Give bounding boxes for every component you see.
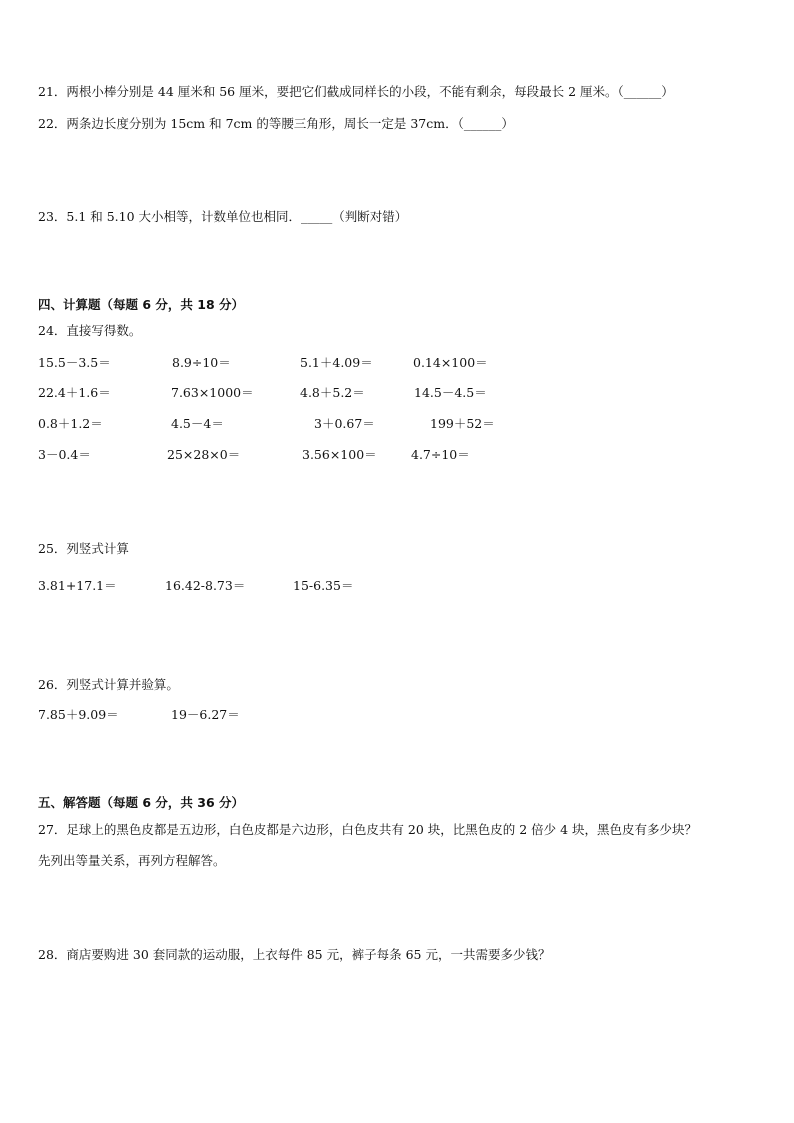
section-4-heading: 四、计算题（每题 6 分，共 18 分） [38, 297, 245, 312]
calc-item: 16.42-8.73＝ [165, 578, 246, 593]
calc-item: 15-6.35＝ [293, 578, 354, 593]
calc-item: 3＋0.67＝ [314, 416, 375, 431]
calc-item: 19－6.27＝ [171, 707, 240, 722]
calc-item: 22.4＋1.6＝ [38, 385, 111, 400]
question-22: 22．两条边长度分别为 15cm 和 7cm 的等腰三角形，周长一定是 37cm．（______） [38, 116, 514, 131]
question-26-title: 26．列竖式计算并验算。 [38, 677, 179, 692]
question-28: 28．商店要购进 30 套同款的运动服，上衣每件 85 元，裤子每条 65 元，一共需要多少钱？ [38, 947, 551, 962]
calc-item: 3.56×100＝ [302, 447, 377, 462]
calc-item: 3－0.4＝ [38, 447, 91, 462]
calc-item: 7.63×1000＝ [171, 385, 254, 400]
calc-item: 4.5－4＝ [171, 416, 224, 431]
calc-item: 8.9÷10＝ [172, 355, 231, 370]
calc-item: 15.5－3.5＝ [38, 355, 111, 370]
section-5-heading: 五、解答题（每题 6 分，共 36 分） [38, 795, 245, 810]
question-24-title: 24．直接写得数。 [38, 323, 142, 338]
calc-item: 14.5－4.5＝ [414, 385, 487, 400]
calc-item: 0.14×100＝ [413, 355, 488, 370]
calc-item: 199＋52＝ [430, 416, 495, 431]
calc-item: 5.1＋4.09＝ [300, 355, 373, 370]
question-27-line-1: 27．足球上的黑色皮都是五边形，白色皮都是六边形，白色皮共有 20 块，比黑色皮的 2 倍少 4 块，黑色皮有多少块？ [38, 822, 698, 837]
question-25-title: 25．列竖式计算 [38, 541, 129, 556]
calc-item: 25×28×0＝ [167, 447, 241, 462]
question-21: 21．两根小棒分别是 44 厘米和 56 厘米，要把它们截成同样长的小段，不能有剩余，每段最长 2 厘米。（______） [38, 84, 674, 99]
calc-item: 3.81+17.1＝ [38, 578, 117, 593]
calc-item: 7.85＋9.09＝ [38, 707, 119, 722]
calc-item: 4.8＋5.2＝ [300, 385, 365, 400]
question-27-line-2: 先列出等量关系，再列方程解答。 [38, 853, 226, 868]
question-23: 23．5.1 和 5.10 大小相等，计数单位也相同．_____（判断对错） [38, 209, 408, 224]
calc-item: 0.8＋1.2＝ [38, 416, 103, 431]
calc-item: 4.7÷10＝ [411, 447, 470, 462]
